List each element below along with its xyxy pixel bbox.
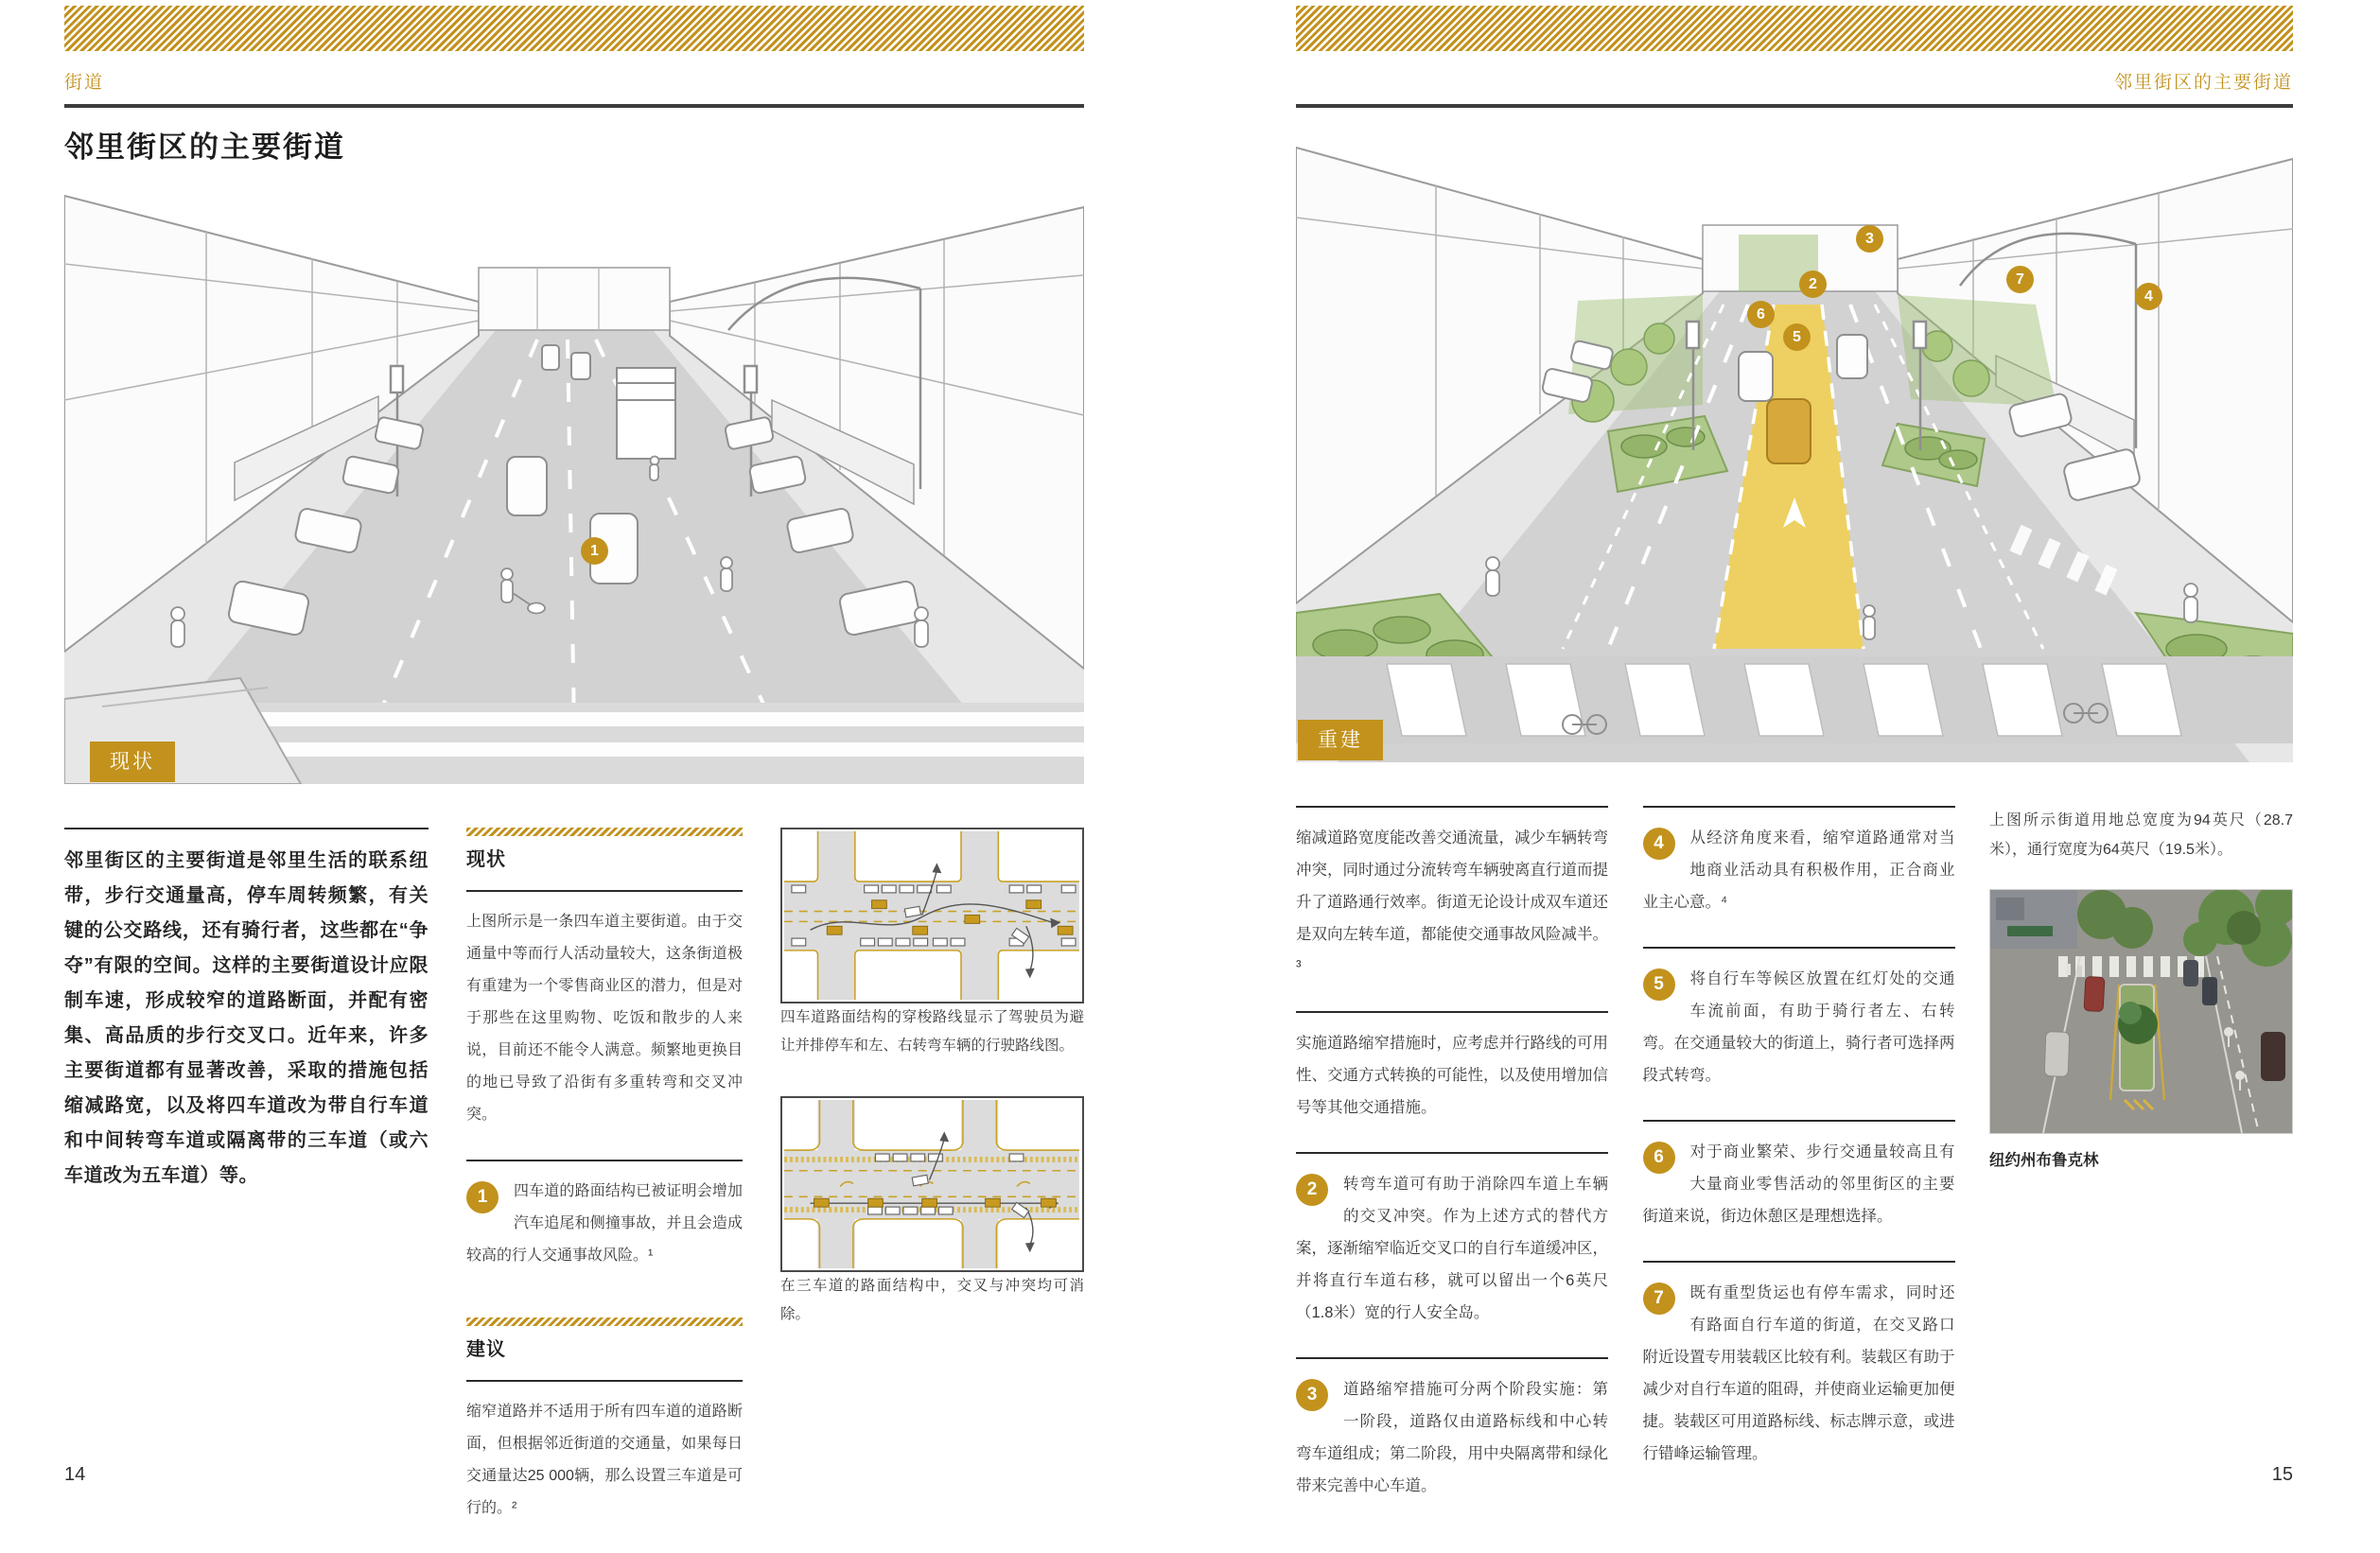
page-number-left: 14: [64, 1464, 86, 1485]
header-rule: [64, 104, 1084, 108]
illustration-marker-3: 3: [1856, 225, 1883, 253]
numbered-item-6: [1643, 1120, 1955, 1232]
right-column-2: [1643, 806, 1955, 1498]
illustration-marker-6: 6: [1747, 301, 1775, 328]
running-head: 邻里街区的主要街道: [2113, 73, 2293, 93]
advice-paragraph: 缩窄道路并不适用于所有四车道的道路断面，但根据邻近街道的交通量，如果每日交通量达25 000辆，那么设置三车道是可行的。²: [466, 1404, 743, 1516]
numbered-item-5: [1643, 947, 1955, 1091]
item-3-badge: 3: [1296, 1379, 1328, 1411]
top-hatch-banner: [1296, 6, 2293, 51]
photo-caption: 纽约州布鲁克林: [1989, 1152, 2099, 1169]
intro-column: [64, 828, 429, 1222]
existing-street-drawing: [64, 177, 1084, 784]
item-6-badge: 6: [1643, 1142, 1675, 1174]
item-2-text: 转弯车道可有助于消除四车道上车辆的交叉冲突。作为上述方式的替代方案，逐渐缩窄临近交叉口的自行车道缓冲区，并将直行车道右移，就可以留出一个6英尺（1.8米）宽的行人安全岛。: [1296, 1176, 1608, 1321]
narrowing-benefits-paragraph: 缩减道路宽度能改善交通流量，减少车辆转弯冲突，同时通过分流转弯车辆驶离直行道而提升了道路通行效率。街道无论设计成双车道还是双向左转车道，都能使交通事故风险减半。³: [1296, 829, 1608, 975]
page-title: 邻里街区的主要街道: [64, 131, 345, 164]
existing-street-illustration: [64, 177, 1084, 784]
illustration-marker-7: 7: [2006, 266, 2034, 293]
item-5-text: 将自行车等候区放置在红灯处的交通车流前面，有助于骑行者左、右转弯。在交通量较大的街道上，骑行者可选择两段式转弯。: [1642, 970, 1955, 1084]
running-head: 街道: [64, 73, 105, 93]
item-4-text: 从经济角度来看，缩窄道路通常对当地商业活动具有积极作用，正合商业业主心意。⁴: [1642, 829, 1955, 911]
right-page-columns: [1296, 806, 2293, 1530]
status-heading: 现状: [466, 849, 506, 870]
numbered-item-4: [1643, 806, 1955, 918]
advice-heading: 建议: [466, 1339, 506, 1360]
dimensions-note: 上图所示街道用地总宽度为94英尺（28.7米），通行宽度为64英尺（19.5米）。: [1989, 812, 2293, 858]
four-lane-caption: 四车道路面结构的穿梭路线显示了驾驶员为避让并排停车和左、右转弯车辆的行驶路线图。: [780, 1009, 1084, 1054]
top-hatch-banner: [64, 6, 1084, 51]
section-hatch: [466, 1317, 743, 1326]
item-4-badge: 4: [1643, 828, 1675, 860]
brooklyn-photo: [1989, 889, 2293, 1134]
header-rule: [1296, 104, 2293, 108]
four-lane-diagram: [780, 828, 1084, 1003]
item-2-badge: 2: [1296, 1174, 1328, 1206]
existing-label: 现状: [90, 742, 175, 782]
numbered-item-3: [1296, 1357, 1608, 1502]
implementation-paragraph: 实施道路缩窄措施时，应考虑并行路线的可用性、交通方式转换的可能性，以及使用增加信号等其他交通措施。: [1296, 1035, 1608, 1116]
redesigned-street-drawing: [1296, 119, 2293, 762]
redesigned-street-illustration: [1296, 119, 2293, 762]
left-page-columns: [64, 828, 1084, 1553]
page-number-right: 15: [2271, 1464, 2293, 1485]
three-lane-caption: 在三车道的路面结构中，交叉与冲突均可消除。: [780, 1278, 1084, 1322]
item-1-text: 四车道的路面结构已被证明会增加汽车追尾和侧撞事故，并且会造成较高的行人交通事故风险。¹: [466, 1183, 743, 1264]
item-1-badge: 1: [466, 1181, 499, 1213]
item-7-text: 既有重型货运也有停车需求，同时还有路面自行车道的街道，在交叉路口附近设置专用装载区比较有利。装载区有助于减少对自行车道的阻碍，并使商业运输更加便捷。装载区可用道路标线、标志牌示意，或进行错峰运输管理。: [1642, 1284, 1955, 1462]
redesigned-label: 重建: [1298, 720, 1383, 760]
right-column-3: [1989, 806, 2293, 1170]
illustration-marker-1: 1: [581, 537, 608, 565]
item-5-badge: 5: [1643, 968, 1675, 1001]
numbered-item-2: [1296, 1152, 1608, 1329]
numbered-item-1: [466, 1160, 743, 1272]
illustration-marker-4: 4: [2135, 283, 2162, 310]
left-page: [64, 6, 1084, 1553]
right-column-1: [1296, 806, 1608, 1530]
intro-paragraph: 邻里街区的主要街道是邻里生活的联系纽带，步行交通量高，停车周转频繁，有关键的公交路线，还有骑行者，这些都在“争夺”有限的空间。这样的主要街道设计应限制车速，形成较窄的道路断面，并配有密集、高品质的步行交叉口。近年来，许多主要街道都有显著改善，采取的措施包括缩减路宽，以及将四车道改为带自行车道和中间转弯车道或隔离带的三车道（或六车道改为五车道）等。: [64, 850, 429, 1186]
right-page: [1296, 6, 2293, 1530]
three-lane-diagram: [780, 1096, 1084, 1272]
status-advice-column: [466, 828, 743, 1553]
section-hatch: [466, 828, 743, 836]
item-7-badge: 7: [1643, 1283, 1675, 1315]
item-6-text: 对于商业繁荣、步行交通量较高且有大量商业零售活动的邻里街区的主要街道来说，街边休憩区是理想选择。: [1642, 1143, 1955, 1225]
status-paragraph: 上图所示是一条四车道主要街道。由于交通量中等而行人活动量较大，这条街道极有重建为一个零售商业区的潜力，但是对于那些在这里购物、吃饭和散步的人来说，目前还不能令人满意。频繁地更换目的地已导致了沿街有多重转弯和交叉冲突。: [466, 914, 743, 1123]
illustration-marker-2: 2: [1799, 270, 1827, 298]
numbered-item-7: [1643, 1261, 1955, 1470]
illustration-marker-5: 5: [1783, 323, 1811, 351]
diagram-column: [780, 828, 1084, 1329]
item-3-text: 道路缩窄措施可分两个阶段实施：第一阶段，道路仅由道路标线和中心转弯车道组成；第二阶段，用中央隔离带和绿化带来完善中心车道。: [1296, 1381, 1608, 1494]
